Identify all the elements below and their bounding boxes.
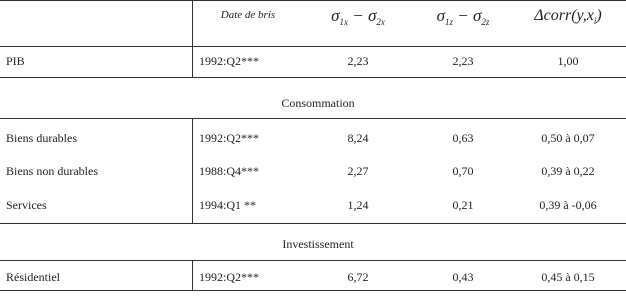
row-pib-sigma-z: 2,23 [452,54,474,68]
rule-vertical-residentiel [192,260,193,291]
rule-investissement-bottom [0,260,626,261]
rule-vertical-pib [192,46,193,78]
row-biens-non-durables-date: 1988:Q4*** [199,164,259,178]
row-services-date: 1994:Q1 ** [199,198,256,212]
row-biens-non-durables-sigma-x: 2,27 [347,164,369,178]
header-sigma-x: $\sigma_{1x} - \sigma_{2x}$ [331,6,385,27]
row-residentiel-corr: 0,45 à 0,15 [541,270,595,284]
row-biens-durables-sigma-x: 8,24 [347,131,369,145]
row-residentiel-sigma-x: 6,72 [347,270,369,284]
header-delta-corr: $\Delta corr(y,x_i)$ [534,7,602,26]
row-services-sigma-z: 0,21 [452,198,474,212]
row-biens-non-durables-corr: 0,39 à 0,22 [541,164,595,178]
row-services-corr: 0,39 à -0,06 [539,198,597,212]
section-investissement: Investissement [282,237,354,251]
row-pib-label: PIB [6,54,25,68]
header-sigma-z: $\sigma_{1z} - \sigma_{2z}$ [436,6,490,27]
header-date-de-bris: Date de bris [220,9,276,21]
rule-top [0,0,626,1]
row-services-label: Services [6,198,47,212]
row-biens-durables-sigma-z: 0,63 [452,131,474,145]
row-services-sigma-x: 1,24 [347,198,369,212]
section-consommation: Consommation [281,96,355,110]
row-biens-durables-date: 1992:Q2*** [199,131,259,145]
rule-pib-bottom [0,77,626,78]
row-pib-sigma-x: 2,23 [347,54,369,68]
row-biens-non-durables-label: Biens non durables [6,164,98,178]
row-biens-durables-label: Biens durables [6,131,77,145]
row-biens-durables-corr: 0,50 à 0,07 [541,131,595,145]
rule-vertical-consommation [192,118,193,224]
row-biens-non-durables-sigma-z: 0,70 [452,164,474,178]
rule-header-bottom [0,46,626,47]
rule-bottom [0,290,626,291]
rule-services-bottom [0,223,626,224]
row-residentiel-sigma-z: 0,43 [452,270,474,284]
rule-consommation-bottom [0,118,626,119]
row-pib-corr: 1,00 [557,54,579,68]
row-pib-date: 1992:Q2*** [199,54,259,68]
row-residentiel-label: Résidentiel [6,270,60,284]
row-residentiel-date: 1992:Q2*** [199,270,259,284]
